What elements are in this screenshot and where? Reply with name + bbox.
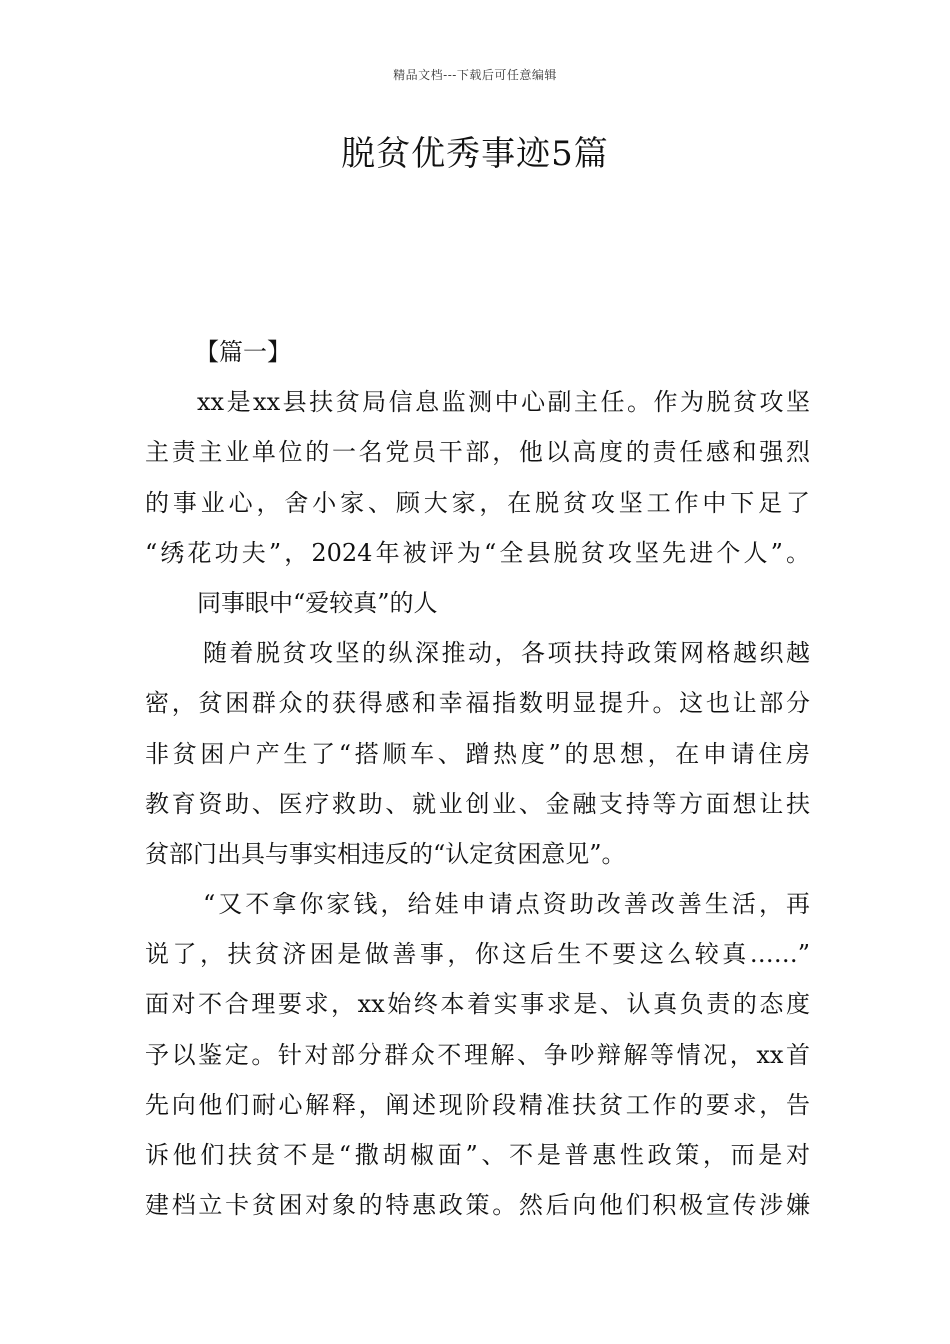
paragraph-line: xx是xx县扶贫局信息监测中心副主任。作为脱贫攻坚 (197, 388, 810, 417)
header-note: 精品文档---下载后可任意编辑 (393, 68, 557, 82)
subheading-line: 同事眼中“爱较真”的人 (197, 588, 438, 617)
paragraph-line: 随着脱贫攻坚的纵深推动，各项扶持政策网格越织越 (203, 639, 810, 668)
paragraph-line: “又不拿你家钱，给娃申请点资助改善改善生活，再 (203, 890, 810, 919)
paragraph-line: 密，贫困群众的获得感和幸福指数明显提升。这也让部分 (145, 689, 810, 718)
document-body (145, 327, 810, 1230)
paragraph-line: 贫部门出具与事实相违反的“认定贫困意见”。 (145, 839, 626, 868)
paragraph-line: 予以鉴定。针对部分群众不理解、争吵辩解等情况，xx首 (145, 1040, 810, 1069)
paragraph-line: 建档立卡贫困对象的特惠政策。然后向他们积极宣传涉嫌 (145, 1191, 810, 1220)
paragraph-line: 主责主业单位的一名党员干部，他以高度的责任感和强烈 (145, 438, 810, 467)
paragraph-line: 诉他们扶贫不是“撒胡椒面”、不是普惠性政策，而是对 (145, 1141, 810, 1169)
paragraph-line: “绣花功夫”，2024年被评为“全县脱贫攻坚先进个人”。 (145, 538, 810, 567)
paragraph-line: 非贫困户产生了“搭顺车、蹭热度”的思想，在申请住房 (145, 739, 810, 768)
document-title: 脱贫优秀事迹5篇 (341, 134, 609, 174)
paragraph-line: 的事业心，舍小家、顾大家，在脱贫攻坚工作中下足了 (145, 488, 810, 517)
paragraph-line: 说了，扶贫济困是做善事，你这后生不要这么较真……” (145, 940, 810, 969)
section-heading: 【篇一】 (195, 338, 291, 366)
paragraph-line: 教育资助、医疗救助、就业创业、金融支持等方面想让扶 (145, 789, 810, 818)
paragraph-line: 面对不合理要求，xx始终本着实事求是、认真负责的态度 (145, 990, 810, 1019)
paragraph-line: 先向他们耐心解释，阐述现阶段精准扶贫工作的要求，告 (145, 1090, 810, 1119)
